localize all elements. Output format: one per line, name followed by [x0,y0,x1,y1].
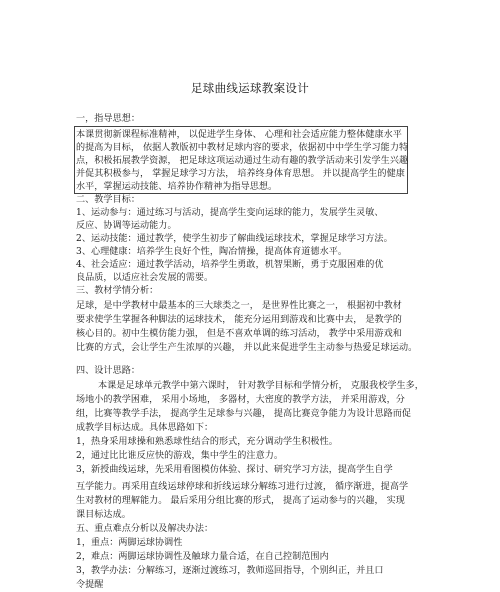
paragraph-line: 比赛的方式，会让学生产生浓厚的兴趣， 并以此来促进学生主动参与热爱足球运动。 [76,343,418,353]
list-item: 1，热身采用球操和熟悉球性结合的形式，充分调动学生积极性。 [76,437,338,447]
section-heading: 三、教材学情分析： [76,286,159,296]
paragraph-line: 要求使学生掌握各种脚法的运球技术， 能充分运用到游戏和比赛中去， 是教学的 [76,315,402,325]
list-item: 3，教学办法：分解练习，逐渐过渡练习，教师巡回指导，个别纠正，并且口 [76,566,384,576]
paragraph-line: 3、心理健康：培养学生良好个性，陶冶情操，提高体育道德水平。 [76,247,348,257]
paragraph-line: 本课贯彻新课程标准精神， 以促进学生身体、 心理和社会适应能力整体健康水平 [76,130,402,140]
paragraph-line: 点，积极拓展教学资源， 把足球这项运动通过生动有趣的教学活动来引发学生兴趣 [76,156,409,166]
list-item: 2，通过比比谁反应快的游戏，集中学生的注意力。 [76,451,283,461]
list-item: 1，重点：两脚运球协调性 [76,538,183,548]
section-heading: 二、教学目标： [76,195,141,205]
paragraph-line: 4、社会适应：通过教学活动，培养学生勇敢，机智果断，勇于克服困难的优 [76,260,384,270]
paragraph-line: 本课是足球单元教学中第六课时， 针对教学目标和学情分析， 克服我校学生多， [98,381,424,391]
paragraph-line: 组，比赛等教学手法， 提高学生足球参与兴趣， 提高比赛竞争能力为设计思路而促 [76,409,412,419]
paragraph-line: 足球，是中学教材中最基本的三大球类之一， 是世界性比赛之一， 根据初中教材 [76,301,402,311]
paragraph-line: 的提高为目标， 依据人教版初中教材足球内容的要求，依据初中中学生学习能力特 [76,143,409,153]
paragraph-line: 良品质，以适应社会发展的需要。 [76,273,214,283]
list-item: 2，难点：两脚运球协调性及触球力量合适，在自己控制范围内 [76,552,329,562]
paragraph-line: 互学能力。再采用直线运球停球和折线运球分解练习进行过渡， 循序渐进，提高学 [76,482,409,492]
paragraph-line: 课目标达成。 [76,510,131,520]
document-title: 足球曲线运球教案设计 [191,81,309,95]
section-heading: 五、重点难点分析以及解决办法： [76,524,214,534]
section-heading: 一，指导思想： [76,114,141,124]
section-heading: 四、设计思路： [76,366,141,376]
list-item: 3，新授曲线运球，先采用看图模仿体验、探讨、研究学习方法，提高学生自学 [76,465,393,475]
paragraph-line: 成教学目标达成。具体思路如下： [76,423,214,433]
list-item: 令提醒 [76,580,104,590]
paragraph-line: 1、运动参与：通过练习与活动，提高学生变向运球的能力，发展学生灵敏、 [76,208,384,218]
paragraph-line: 2、运动技能：通过教学，使学生初步了解曲线运球技术，掌握足球学习方法。 [76,234,393,244]
paragraph-line: 核心目的。初中生模仿能力强， 但是不喜欢单调的练习活动， 教学中采用游戏和 [76,329,402,339]
paragraph-line: 生对教材的理解能力。 最后采用分组比赛的形式， 提高了运动参与的兴趣， 实现 [76,496,405,506]
paragraph-line: 场地小的教学困难， 采用小场地， 多器材，大密度的教学方法， 并采用游戏，分 [76,395,405,405]
paragraph-line: 水平，掌握运动技能、培养协作精神为指导思想。 [76,182,278,192]
paragraph-line: 反应、协调等运动能力。 [76,221,177,231]
paragraph-line: 并促其积极参与， 掌握足球学习方法， 培养终身体育思想。 并以提高学生的健康 [76,169,405,179]
